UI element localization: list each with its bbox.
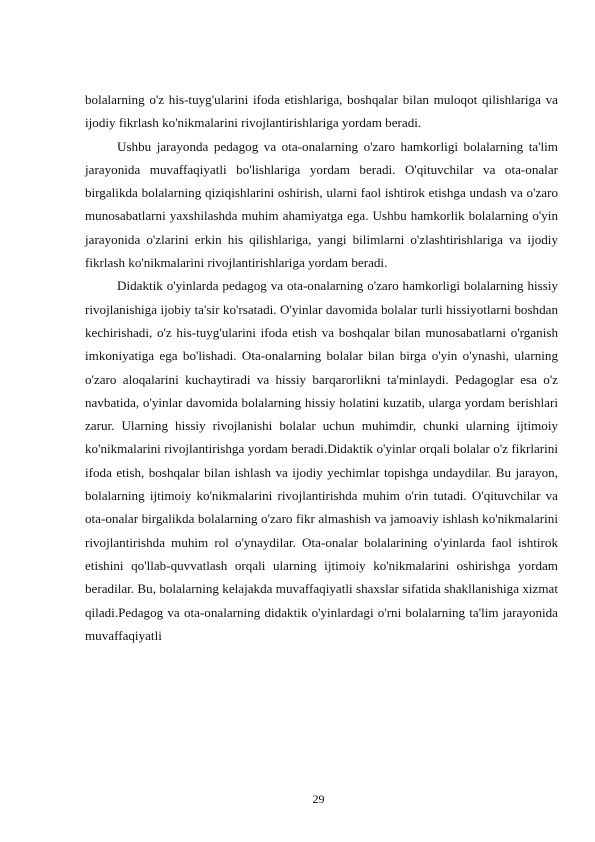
body-text: [85, 88, 558, 647]
paragraph-cooperation: Ushbu jarayonda pedagog va ota-onalarning o'zaro hamkorligi bolalarning ta'lim jarayonida muvaffaqiyatli bo'lishlariga yordam beradi. O'qituvchilar va ota-onalar birgalikda bolalarning qiziqishlarini oshirish, ularni faol ishtirok etishga undash va o'zaro munosabatlarni yaxshilashda muhim ahamiyatga ega. Ushbu hamkorlik bolalarning o'yin jarayonida o'zlarini erkin his qilishlariga, yangi bilimlarni o'zlashtirishlariga va ijodiy fikrlash ko'nikmalarini rivojlantirishlariga yordam beradi.: [85, 138, 558, 271]
paragraph-didactic-games: Didaktik o'yinlarda pedagog va ota-onalarning o'zaro hamkorligi bolalarning hissiy rivojlanishiga ijobiy ta'sir ko'rsatadi. O'yinlar davomida bolalar turli hissiyotlarni boshdan kechirishadi, o'z his-tuyg'ularini ifoda etish va boshqalar bilan munosabatlarni o'rganish imkoniyatiga ega bo'lishadi. Ota-onalarning bolalar bilan birga o'yin o'ynashi, ularning o'zaro aloqalarini kuchaytiradi va hissiy barqarorlikni ta'minlaydi. Pedagoglar esa o'z navbatida, o'yinlar davomida bolalarning hissiy holatini kuzatib, ularga yordam berishlari zarur. Ularning hissiy rivojlanishi bolalar uchun muhimdir, chunki ularning ijtimoiy ko'nikmalarini rivojlantirishga yordam beradi.Didaktik o'yinlar orqali bolalar o'z fikrlarini ifoda etish, boshqalar bilan ishlash va ijodiy yechimlar topishga undaydilar. Bu jarayon, bolalarning ijtimoiy ko'nikmalarini rivojlantirishda muhim o'rin tutadi. O'qituvchilar va ota-onalar birgalikda bolalarning o'zaro fikr almashish va jamoaviy ishlash ko'nikmalarini rivojlantirishda muhim rol o'ynaydilar. Ota-onalar bolalarining o'yinlarda faol ishtirok etishini qo'llab-quvvatlash orqali ularning ijtimoiy ko'nikmalarini oshirishga yordam beradilar. Bu, bolalarning kelajakda muvaffaqiyatli shaxslar sifatida shakllanishiga xizmat qiladi.Pedagog va ota-onalarning didaktik o'yinlardagi o'rni bolalarning ta'lim jarayonida muvaffaqiyatli: [85, 278, 558, 643]
page-number: 29: [312, 792, 325, 806]
paragraph-continuation: bolalarning o'z his-tuyg'ularini ifoda etishlariga, boshqalar bilan muloqot qilishlariga va ijodiy fikrlash ko'nikmalarini rivojlantirishlariga yordam beradi.: [85, 92, 558, 131]
